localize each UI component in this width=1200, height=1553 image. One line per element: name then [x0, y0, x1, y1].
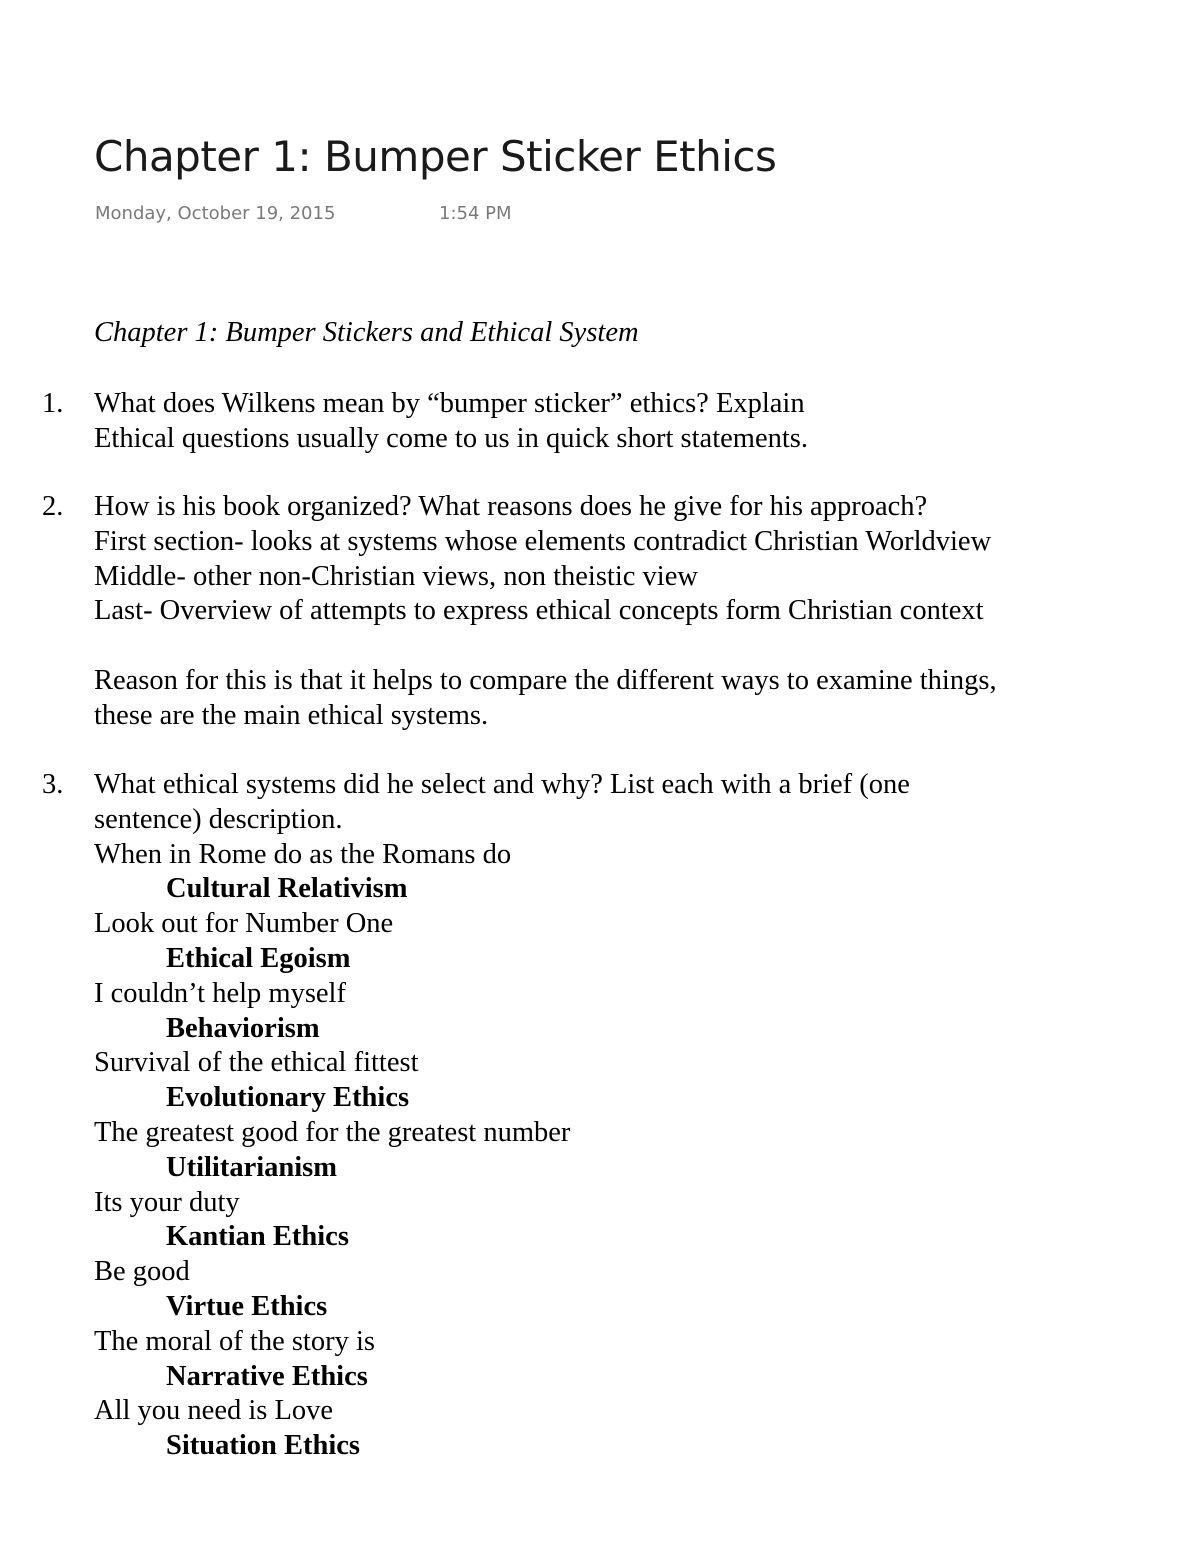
ethical-system-name: Kantian Ethics	[166, 1221, 349, 1253]
slogan: Be good	[94, 1256, 190, 1288]
slogan: Survival of the ethical fittest	[94, 1047, 419, 1079]
ethical-system-name: Virtue Ethics	[166, 1290, 328, 1322]
ethical-system-name: Ethical Egoism	[166, 942, 351, 974]
answer-line: Last- Overview of attempts to express ethical concepts form Christian context	[94, 595, 984, 627]
slogan: I couldn’t help myself	[94, 977, 346, 1009]
question-text: What ethical systems did he select and why? List each with a brief (one	[94, 769, 910, 800]
section-subtitle: Chapter 1: Bumper Stickers and Ethical System	[94, 317, 639, 348]
reason-line: these are the main ethical systems.	[94, 699, 489, 731]
ethical-system-name: Cultural Relativism	[166, 873, 408, 905]
slogan: All you need is Love	[94, 1395, 334, 1427]
slogan: The moral of the story is	[94, 1325, 375, 1357]
ethical-system-name: Behaviorism	[166, 1012, 320, 1044]
question-number: 3.	[42, 769, 64, 800]
question-text: How is his book organized? What reasons does he give for his approach?	[94, 491, 928, 522]
ethical-system-name: Narrative Ethics	[166, 1360, 368, 1392]
note-time: 1:54 PM	[439, 203, 512, 224]
slogan: Its your duty	[94, 1186, 240, 1218]
answer-line: First section- looks at systems whose elements contradict Christian Worldview	[94, 525, 992, 557]
ethical-system-name: Utilitarianism	[166, 1151, 337, 1183]
question-number: 2.	[42, 491, 64, 522]
slogan: When in Rome do as the Romans do	[94, 838, 512, 870]
question-text: What does Wilkens mean by “bumper sticker” ethics? Explain	[94, 388, 805, 419]
slogan: The greatest good for the greatest number	[94, 1116, 571, 1148]
page-title: Chapter 1: Bumper Sticker Ethics	[94, 132, 777, 181]
ethical-system-name: Situation Ethics	[166, 1430, 361, 1462]
ethical-system-name: Evolutionary Ethics	[166, 1082, 410, 1114]
answer-text: Ethical questions usually come to us in quick short statements.	[94, 422, 808, 454]
note-date: Monday, October 19, 2015	[95, 203, 336, 224]
question-number: 1.	[42, 388, 64, 419]
answer-line: Middle- other non-Christian views, non theistic view	[94, 560, 698, 592]
reason-line: Reason for this is that it helps to compare the different ways to examine things,	[94, 664, 997, 696]
question-text: sentence) description.	[94, 803, 343, 835]
slogan: Look out for Number One	[94, 908, 394, 940]
